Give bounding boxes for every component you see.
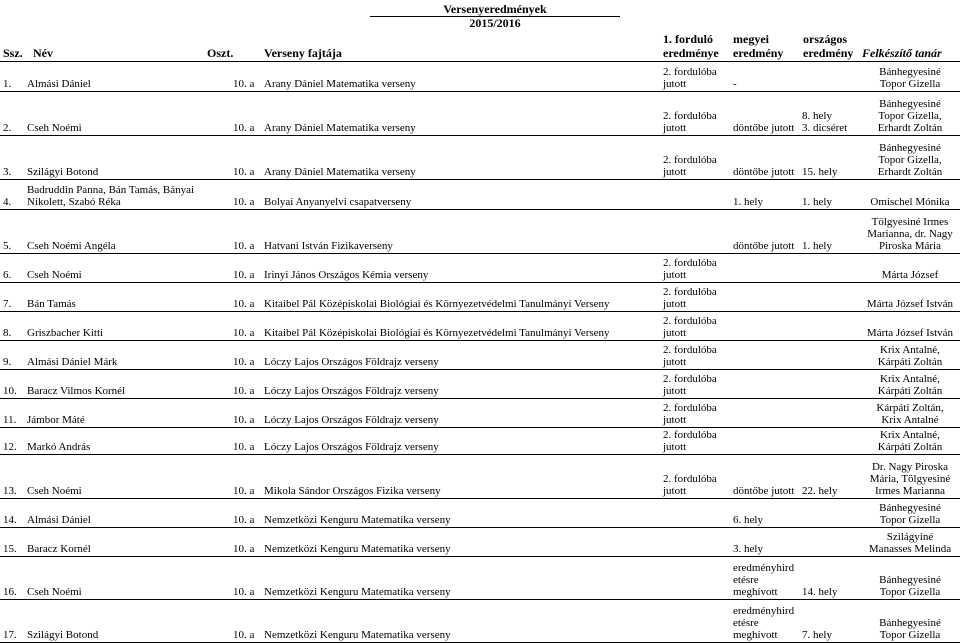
teacher-name-line: Marianna, dr. Nagy xyxy=(867,228,953,240)
student-name: Szilágyi Botond xyxy=(27,166,99,178)
competition-name: Irinyi János Országos Kémia verseny xyxy=(264,269,429,281)
class-name: 10. a xyxy=(233,485,255,497)
first-round-result xyxy=(663,66,731,90)
row-number: 4. xyxy=(3,196,12,208)
county-result-line: döntőbe jutott xyxy=(733,122,795,134)
county-result-line: eredményhird xyxy=(733,605,795,617)
header-divider xyxy=(0,61,960,62)
first-round-result-line: 2. fordulóba xyxy=(663,344,717,356)
student-name: Cseh Noémi xyxy=(27,122,82,134)
national-result-line: 8. hely xyxy=(802,110,832,122)
teacher-name-line: Topor Gizella, xyxy=(878,154,942,166)
student-name: Jámbor Máté xyxy=(27,414,85,426)
teacher-name xyxy=(862,298,958,310)
teacher-name-line: Bánhegyesiné xyxy=(879,66,941,78)
teacher-name xyxy=(862,531,958,555)
class-name: 10. a xyxy=(233,543,255,555)
teacher-name xyxy=(862,269,958,281)
first-round-result-line: jutott xyxy=(663,327,687,339)
county-result xyxy=(733,485,794,497)
teacher-name-line: Kárpáti Zoltán xyxy=(877,441,943,453)
teacher-name-line: Topor Gizella xyxy=(879,514,941,526)
teacher-name-line: Topor Gizella xyxy=(879,629,941,641)
competition-name: Kitaibel Pál Középiskolai Biológiai és Környezetvédelmi Tanulmányi Verseny xyxy=(264,298,610,310)
header-f1-line2: eredménye xyxy=(663,46,719,60)
first-round-result-line: 2. fordulóba xyxy=(663,429,717,441)
class-name: 10. a xyxy=(233,586,255,598)
teacher-name xyxy=(862,617,958,641)
first-round-result-line: 2. fordulóba xyxy=(663,373,717,385)
table-row xyxy=(0,136,960,180)
first-round-result-line: 2. fordulóba xyxy=(663,110,717,122)
first-round-result-line: 2. fordulóba xyxy=(663,315,717,327)
student-name: Szilágyi Botond xyxy=(27,629,99,641)
competition-name: Lóczy Lajos Országos Földrajz verseny xyxy=(264,385,439,397)
county-result xyxy=(733,514,763,526)
county-result xyxy=(733,562,794,598)
first-round-result-line: 2. fordulóba xyxy=(663,154,717,166)
student-name: Markó András xyxy=(27,441,91,453)
teacher-name xyxy=(862,196,958,208)
county-result-line: meghívott xyxy=(733,586,778,598)
national-result-line: 3. dicséret xyxy=(802,122,848,134)
header-orsz-line1: országos xyxy=(803,32,847,46)
table-row xyxy=(0,600,960,643)
class-name: 10. a xyxy=(233,269,255,281)
national-result xyxy=(802,240,860,252)
teacher-name-line: Erhardt Zoltán xyxy=(877,122,943,134)
class-name: 10. a xyxy=(233,414,255,426)
table-row xyxy=(0,254,960,283)
student-name: Cseh Noémi Angéla xyxy=(27,240,116,252)
document-title: Versenyeredmények xyxy=(443,2,547,16)
teacher-name-line: Kárpáti Zoltán xyxy=(877,356,943,368)
national-result-line: 15. hely xyxy=(802,166,838,178)
student-name: Cseh Noémi xyxy=(27,586,82,598)
national-result-line: 1. hely xyxy=(802,240,832,252)
header-orsz-line2: eredmény xyxy=(803,46,854,60)
county-result xyxy=(733,240,794,252)
teacher-name xyxy=(862,344,958,368)
competition-name: Arany Dániel Matematika verseny xyxy=(264,78,416,90)
teacher-name-line: Krix Antalné xyxy=(881,414,939,426)
student-name: Almási Dániel xyxy=(27,514,91,526)
county-result-line: etésre xyxy=(733,574,759,586)
table-row xyxy=(0,528,960,557)
table-row xyxy=(0,557,960,600)
header-fajta: Verseny fajtája xyxy=(264,46,342,60)
county-result-line: döntőbe jutott xyxy=(733,485,795,497)
county-result-line: döntőbe jutott xyxy=(733,166,795,178)
table-row xyxy=(0,370,960,399)
teacher-name xyxy=(862,216,958,252)
first-round-result-line: jutott xyxy=(663,298,687,310)
class-name: 10. a xyxy=(233,441,255,453)
row-number: 15. xyxy=(3,543,17,555)
first-round-result xyxy=(663,373,731,397)
national-result-line: 22. hely xyxy=(802,485,838,497)
first-round-result-line: 2. fordulóba xyxy=(663,473,717,485)
first-round-result xyxy=(663,110,731,134)
teacher-name-line: Manasses Melinda xyxy=(868,543,952,555)
teacher-name-line: Kárpáti Zoltán xyxy=(877,385,943,397)
county-result xyxy=(733,605,794,641)
teacher-name-line: Krix Antalné, xyxy=(880,373,940,385)
school-year: 2015/2016 xyxy=(469,16,521,30)
teacher-name-line: Topor Gizella, xyxy=(878,110,942,122)
national-result xyxy=(802,629,860,641)
county-result xyxy=(733,78,737,90)
teacher-name-line: Bánhegyesiné xyxy=(879,502,941,514)
national-result xyxy=(802,166,860,178)
teacher-name-line: Bánhegyesiné xyxy=(879,98,941,110)
national-result-line: 14. hely xyxy=(802,586,838,598)
header-nev: Név xyxy=(33,46,53,60)
competition-name: Nemzetközi Kenguru Matematika verseny xyxy=(264,629,451,641)
national-result xyxy=(802,196,860,208)
row-number: 17. xyxy=(3,629,17,641)
student-name: Griszbacher Kitti xyxy=(27,327,104,339)
teacher-name-line: Omischel Mónika xyxy=(870,196,950,208)
table-row xyxy=(0,499,960,528)
class-name: 10. a xyxy=(233,240,255,252)
table-row xyxy=(0,455,960,499)
teacher-name-line: Bánhegyesiné xyxy=(879,142,941,154)
teacher-name-line: Topor Gizella xyxy=(879,78,941,90)
first-round-result-line: 2. fordulóba xyxy=(663,257,717,269)
header-tanar: Felkészítő tanár xyxy=(862,46,942,60)
class-name: 10. a xyxy=(233,385,255,397)
row-number: 14. xyxy=(3,514,17,526)
first-round-result-line: 2. fordulóba xyxy=(663,66,717,78)
table-row xyxy=(0,283,960,312)
row-number: 12. xyxy=(3,441,17,453)
teacher-name-line: Kárpáti Zoltán, xyxy=(876,402,944,414)
class-name: 10. a xyxy=(233,356,255,368)
teacher-name-line: Topor Gizella xyxy=(879,586,941,598)
competition-name: Nemzetközi Kenguru Matematika verseny xyxy=(264,586,451,598)
class-name: 10. a xyxy=(233,298,255,310)
national-result-line: 7. hely xyxy=(802,629,832,641)
first-round-result xyxy=(663,344,731,368)
title-divider xyxy=(370,16,620,17)
teacher-name xyxy=(862,98,958,134)
competition-name: Lóczy Lajos Országos Földrajz verseny xyxy=(264,441,439,453)
teacher-name-line: Tölgyesiné Irmes xyxy=(871,216,949,228)
competition-name: Arany Dániel Matematika verseny xyxy=(264,122,416,134)
class-name: 10. a xyxy=(233,514,255,526)
teacher-name-line: Dr. Nagy Piroska xyxy=(871,461,949,473)
first-round-result-line: 2. fordulóba xyxy=(663,286,717,298)
teacher-name xyxy=(862,327,958,339)
class-name: 10. a xyxy=(233,166,255,178)
teacher-name-line: Krix Antalné, xyxy=(880,429,940,441)
teacher-name xyxy=(862,66,958,90)
header-oszt: Oszt. xyxy=(207,46,234,60)
table-row xyxy=(0,312,960,341)
first-round-result-line: jutott xyxy=(663,385,687,397)
first-round-result-line: 2. fordulóba xyxy=(663,402,717,414)
student-name: Baracz Vilmos Kornél xyxy=(27,385,126,397)
competition-name: Bolyai Anyanyelvi csapatverseny xyxy=(264,196,412,208)
first-round-result xyxy=(663,286,731,310)
first-round-result-line: jutott xyxy=(663,78,687,90)
county-result-line: etésre xyxy=(733,617,759,629)
table-row xyxy=(0,399,960,428)
first-round-result-line: jutott xyxy=(663,122,687,134)
student-name: Cseh Noémi xyxy=(27,269,82,281)
teacher-name-line: Márta József xyxy=(881,269,939,281)
student-name: Bán Tamás xyxy=(27,298,76,310)
county-result-line: - xyxy=(733,78,737,90)
row-number: 9. xyxy=(3,356,12,368)
teacher-name-line: Márta József István xyxy=(866,298,954,310)
row-number: 2. xyxy=(3,122,12,134)
teacher-name xyxy=(862,574,958,598)
first-round-result-line: jutott xyxy=(663,414,687,426)
class-name: 10. a xyxy=(233,327,255,339)
teacher-name-line: Bánhegyesiné xyxy=(879,574,941,586)
first-round-result xyxy=(663,315,731,339)
competition-name: Lóczy Lajos Országos Földrajz verseny xyxy=(264,356,439,368)
row-number: 13. xyxy=(3,485,17,497)
student-name: Almási Dániel xyxy=(27,78,91,90)
table-row xyxy=(0,210,960,254)
county-result-line: 3. hely xyxy=(733,543,763,555)
row-number: 1. xyxy=(3,78,12,90)
county-result-line: 1. hely xyxy=(733,196,763,208)
row-number: 5. xyxy=(3,240,12,252)
class-name: 10. a xyxy=(233,78,255,90)
teacher-name-line: Erhardt Zoltán xyxy=(877,166,943,178)
class-name: 10. a xyxy=(233,122,255,134)
competition-name: Arany Dániel Matematika verseny xyxy=(264,166,416,178)
student-name: Baracz Kornél xyxy=(27,543,91,555)
first-round-result xyxy=(663,473,731,497)
first-round-result xyxy=(663,257,731,281)
row-number: 16. xyxy=(3,586,17,598)
competition-name: Mikola Sándor Országos Fizika verseny xyxy=(264,485,441,497)
first-round-result-line: jutott xyxy=(663,485,687,497)
county-result-line: döntőbe jutott xyxy=(733,240,795,252)
class-name: 10. a xyxy=(233,629,255,641)
table-row xyxy=(0,92,960,136)
table-row xyxy=(0,180,960,210)
competition-name: Kitaibel Pál Középiskolai Biológiai és Környezetvédelmi Tanulmányi Verseny xyxy=(264,327,610,339)
teacher-name-line: Márta József István xyxy=(866,327,954,339)
row-number: 10. xyxy=(3,385,17,397)
teacher-name xyxy=(862,461,958,497)
county-result-line: eredményhird xyxy=(733,562,795,574)
first-round-result-line: jutott xyxy=(663,269,687,281)
county-result xyxy=(733,196,763,208)
table-row xyxy=(0,428,960,455)
teacher-name-line: Bánhegyesiné xyxy=(879,617,941,629)
first-round-result xyxy=(663,154,731,178)
table-row xyxy=(0,341,960,370)
teacher-name xyxy=(862,502,958,526)
header-ssz: Ssz. xyxy=(3,46,23,60)
county-result xyxy=(733,543,763,555)
table-row xyxy=(0,63,960,92)
header-f1-line1: 1. forduló xyxy=(663,32,714,46)
competition-name: Nemzetközi Kenguru Matematika verseny xyxy=(264,514,451,526)
teacher-name xyxy=(862,402,958,426)
first-round-result xyxy=(663,402,731,426)
row-number: 11. xyxy=(3,414,17,426)
competition-name: Nemzetközi Kenguru Matematika verseny xyxy=(264,543,451,555)
first-round-result-line: jutott xyxy=(663,356,687,368)
teacher-name xyxy=(862,142,958,178)
county-result-line: meghívott xyxy=(733,629,778,641)
national-result xyxy=(802,586,860,598)
teacher-name-line: Szilágyiné xyxy=(886,531,934,543)
county-result xyxy=(733,122,794,134)
competition-name: Lóczy Lajos Országos Földrajz verseny xyxy=(264,414,439,426)
student-name: Cseh Noémi xyxy=(27,485,82,497)
student-name: Almási Dániel Márk xyxy=(27,356,118,368)
row-number: 8. xyxy=(3,327,12,339)
teacher-name-line: Irmes Marianna xyxy=(875,485,945,497)
first-round-result-line: jutott xyxy=(663,166,687,178)
teacher-name xyxy=(862,429,958,453)
header-megyei-line1: megyei xyxy=(733,32,769,46)
county-result xyxy=(733,166,794,178)
row-number: 7. xyxy=(3,298,12,310)
teacher-name-line: Mária, Tölgyesiné xyxy=(869,473,951,485)
first-round-result-line: jutott xyxy=(663,441,687,453)
national-result xyxy=(802,485,860,497)
header-megyei-line2: eredmény xyxy=(733,46,784,60)
competition-name: Hatvani István Fizikaverseny xyxy=(264,240,393,252)
national-result-line: 1. hely xyxy=(802,196,832,208)
county-result-line: 6. hely xyxy=(733,514,763,526)
student-name: Badruddin Panna, Bán Tamás, Bányai Nikolett, Szabó Réka xyxy=(27,184,195,208)
row-number: 6. xyxy=(3,269,12,281)
class-name: 10. a xyxy=(233,196,255,208)
first-round-result xyxy=(663,429,731,453)
row-number: 3. xyxy=(3,166,12,178)
national-result xyxy=(802,110,860,134)
teacher-name-line: Krix Antalné, xyxy=(880,344,940,356)
teacher-name-line: Piroska Mária xyxy=(878,240,941,252)
teacher-name xyxy=(862,373,958,397)
